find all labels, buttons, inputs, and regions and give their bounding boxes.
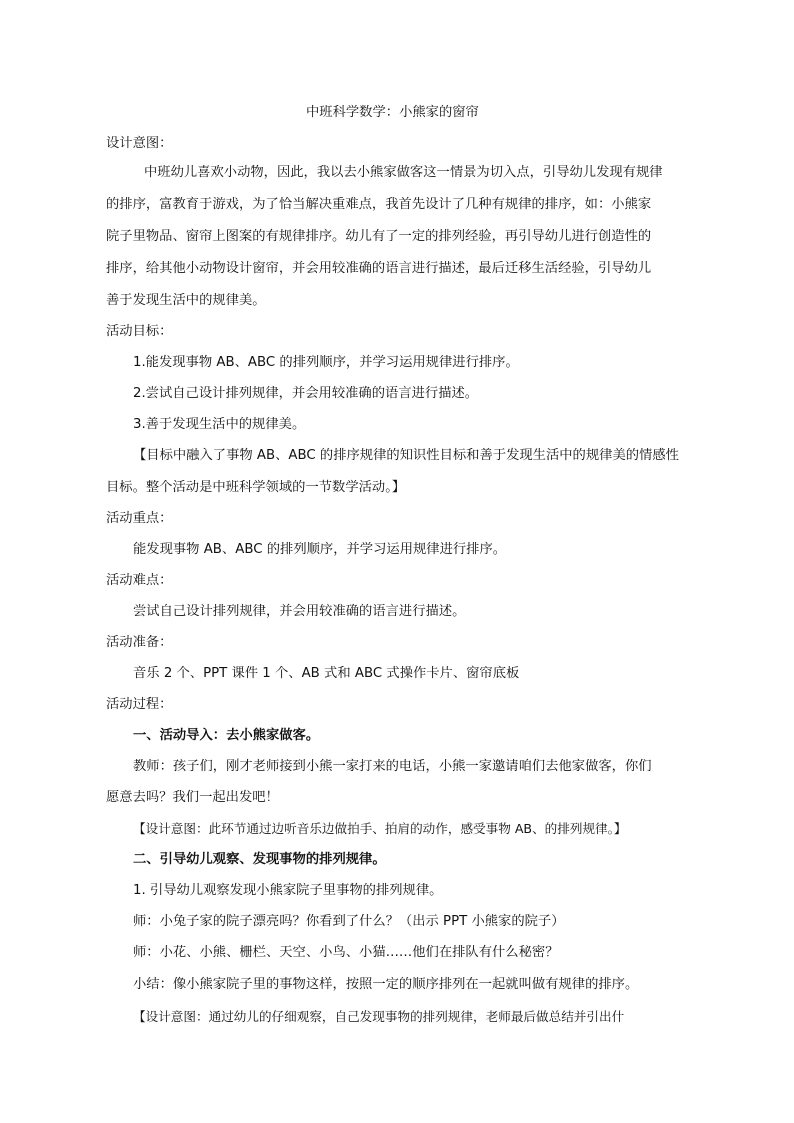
step2-heading: 二、引导幼儿观察、发现事物的排列规律。 bbox=[133, 852, 386, 867]
prep-heading: 活动准备： bbox=[106, 635, 173, 650]
goals-heading: 活动目标： bbox=[106, 324, 173, 339]
difficulty-text: 尝试自己设计排列规律，并会用较准确的语言进行描述。 bbox=[133, 604, 466, 619]
process-heading: 活动过程： bbox=[106, 697, 173, 712]
step1-teacher-line: 愿意去吗？我们一起出发吧！ bbox=[106, 790, 279, 805]
design-intent-line: 中班幼儿喜欢小动物，因此，我以去小熊家做客这一情景为切入点，引导幼儿发现有规律 bbox=[144, 165, 663, 180]
goals-note-line: 【目标中融入了事物 AB、ABC 的排序规律的知识性目标和善于发现生活中的规律美的情感性 bbox=[133, 448, 679, 463]
step2-question: 师：小兔子家的院子漂亮吗？你看到了什么？（出示 PPT 小熊家的院子） bbox=[133, 914, 565, 929]
key-text: 能发现事物 AB、ABC 的排列顺序，并学习运用规律进行排序。 bbox=[133, 542, 507, 557]
step2-question: 师：小花、小熊、栅栏、天空、小鸟、小猫……他们在排队有什么秘密？ bbox=[133, 945, 559, 960]
design-intent-line: 排序，给其他小动物设计窗帘，并会用较准确的语言进行描述，最后迁移生活经验，引导幼儿 bbox=[106, 261, 652, 276]
design-intent-heading: 设计意图： bbox=[106, 136, 173, 151]
document-title: 中班科学数学：小熊家的窗帘 bbox=[306, 105, 479, 120]
design-intent-line: 的排序，富教育于游戏，为了恰当解决重难点，我首先设计了几种有规律的排序，如：小熊家 bbox=[106, 197, 652, 212]
difficulty-heading: 活动难点： bbox=[106, 573, 173, 588]
design-intent-line: 院子里物品、窗帘上图案的有规律排序。幼儿有了一定的排列经验，再引导幼儿进行创造性的 bbox=[106, 229, 652, 244]
step1-teacher-line: 教师：孩子们，刚才老师接到小熊一家打来的电话，小熊一家邀请咱们去他家做客，你们 bbox=[133, 759, 652, 774]
step2-subheading: 1. 引导幼儿观察发现小熊家院子里事物的排列规律。 bbox=[133, 883, 443, 898]
step2-summary: 小结：像小熊家院子里的事物这样，按照一定的顺序排列在一起就叫做有规律的排序。 bbox=[133, 977, 639, 992]
goal-item: 1.能发现事物 AB、ABC 的排列顺序，并学习运用规律进行排序。 bbox=[133, 355, 519, 370]
goal-item: 3.善于发现生活中的规律美。 bbox=[133, 417, 306, 432]
step2-note: 【设计意图：通过幼儿的仔细观察，自己发现事物的排列规律，老师最后做总结并引出什 bbox=[133, 1009, 625, 1024]
prep-text: 音乐 2 个、PPT 课件 1 个、AB 式和 ABC 式操作卡片、窗帘底板 bbox=[133, 666, 520, 681]
key-heading: 活动重点： bbox=[106, 511, 173, 526]
step1-heading: 一、活动导入：去小熊家做客。 bbox=[133, 728, 320, 743]
goals-note-line: 目标。整个活动是中班科学领域的一节数学活动。】 bbox=[106, 480, 406, 495]
design-intent-line: 善于发现生活中的规律美。 bbox=[106, 293, 266, 308]
goal-item: 2.尝试自己设计排列规律，并会用较准确的语言进行描述。 bbox=[133, 386, 479, 401]
step1-note: 【设计意图：此环节通过边听音乐边做拍手、拍肩的动作，感受事物 AB、的排列规律。】 bbox=[133, 821, 627, 836]
